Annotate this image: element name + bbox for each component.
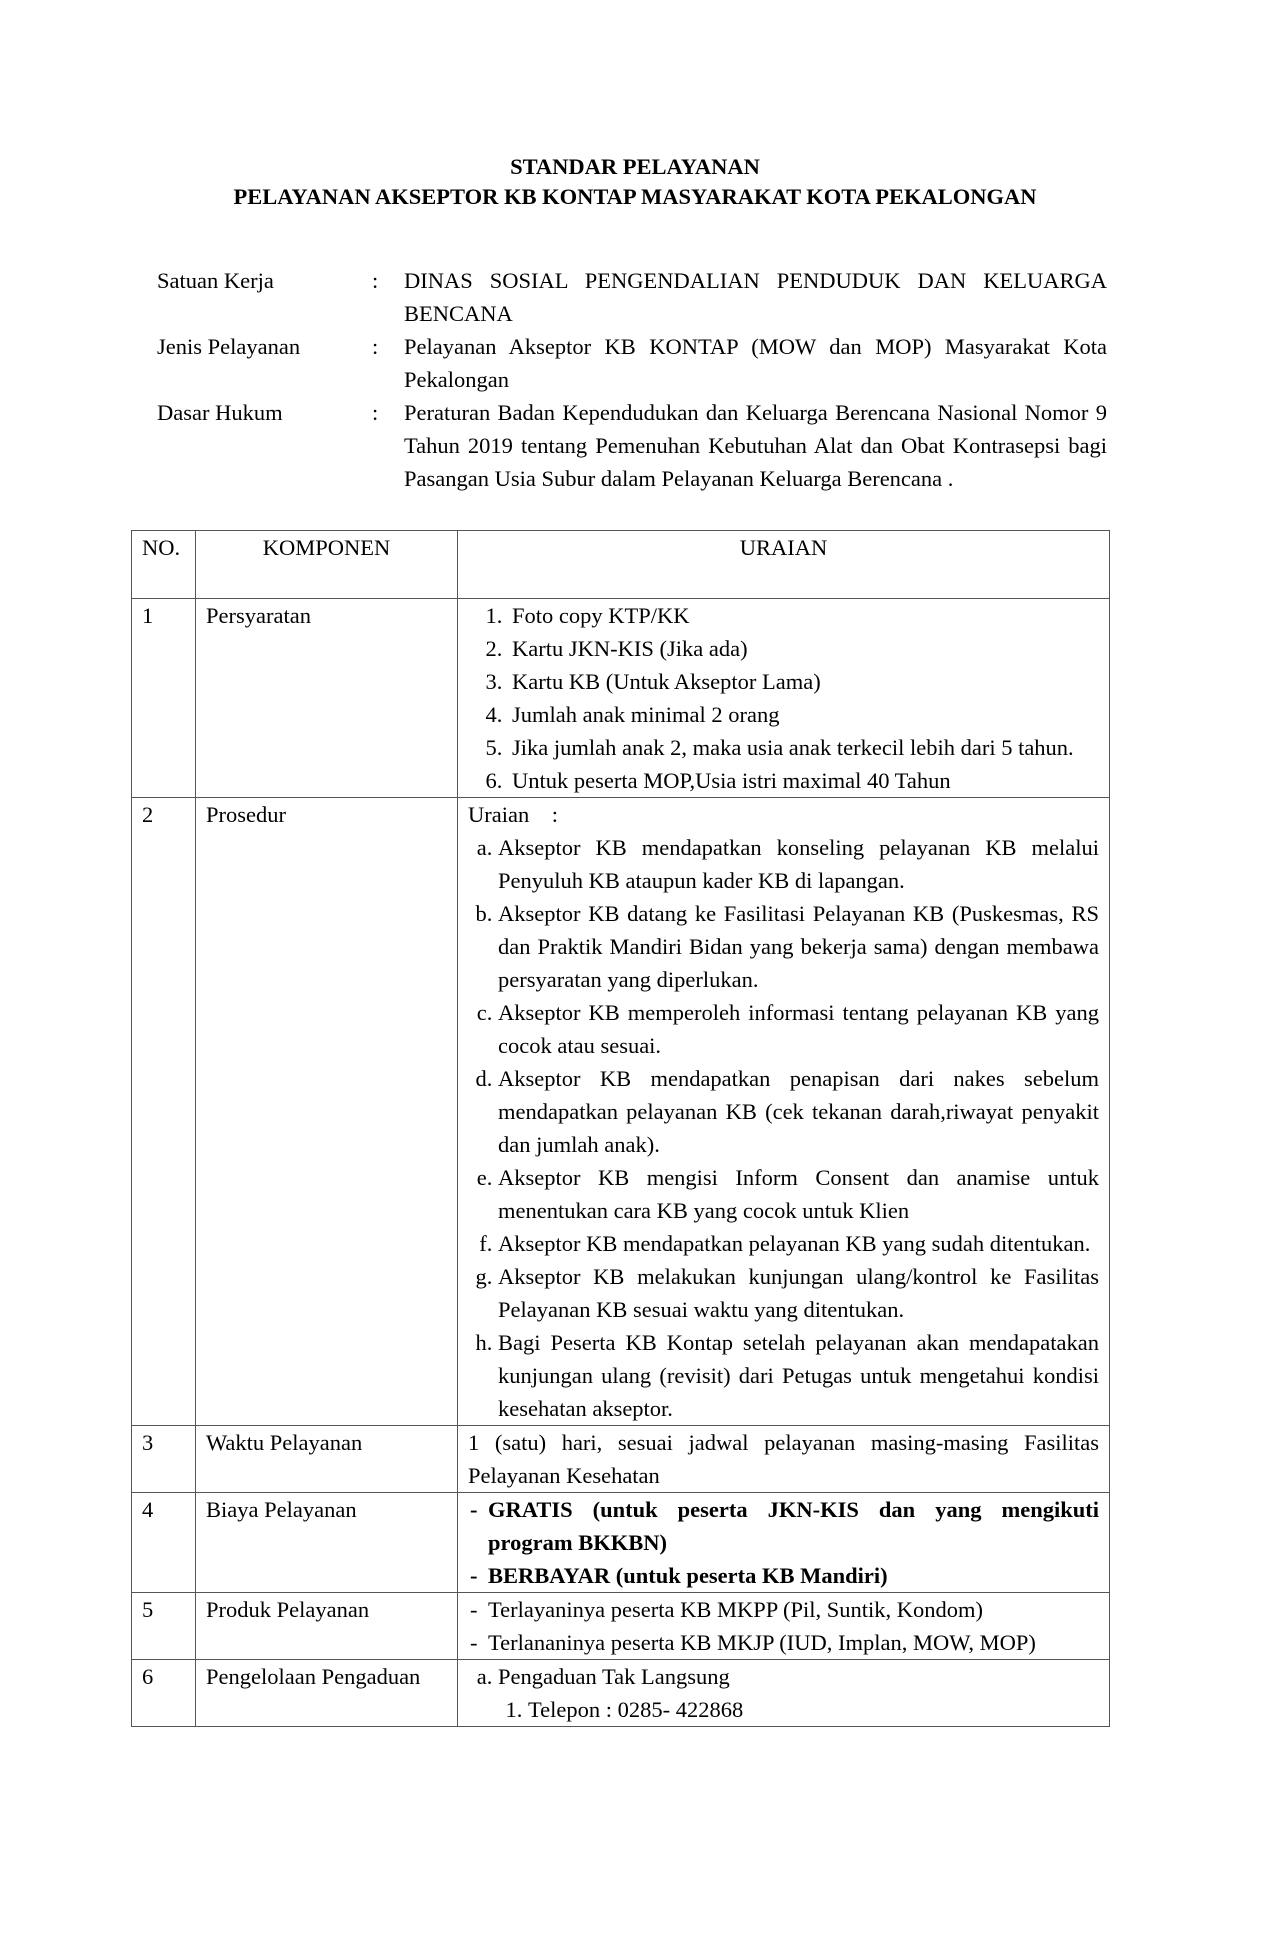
cost-list xyxy=(468,1493,1099,1592)
list-item: 2. Kartu JKN-KIS (Jika ada) xyxy=(508,632,1099,665)
list-item: 4. Jumlah anak minimal 2 orang xyxy=(508,698,1099,731)
meta-label: Satuan Kerja xyxy=(157,268,274,293)
row-component: Prosedur xyxy=(196,798,458,1426)
row-number: 1 xyxy=(132,599,196,798)
row-component: Pengelolaan Pengaduan xyxy=(196,1660,458,1727)
table-row xyxy=(132,1493,1110,1593)
table-row xyxy=(132,599,1110,798)
row-description xyxy=(458,599,1110,798)
list-item: 5. Jika jumlah anak 2, maka usia anak terkecil lebih dari 5 tahun. xyxy=(508,731,1099,764)
header-uraian: URAIAN xyxy=(458,531,1110,599)
meta-colon: : xyxy=(372,334,379,359)
service-standard-table xyxy=(131,530,1110,1727)
row-component: Persyaratan xyxy=(196,599,458,798)
complaint-sublist xyxy=(498,1693,1099,1726)
table-row xyxy=(132,1660,1110,1727)
list-item: 1. Foto copy KTP/KK xyxy=(508,599,1099,632)
list-item: - BERBAYAR (untuk peserta KB Mandiri) xyxy=(468,1559,1099,1592)
meta-value: Peraturan Badan Kependudukan dan Keluarga Berencana Nasional Nomor 9 Tahun 2019 tentang Pemenuhan Kebutuhan Alat dan Obat Kontrasepsi bagi Pasangan Usia Subur dalam Pelayanan Keluarga Berencana . xyxy=(404,400,1107,491)
list-item: b. Akseptor KB datang ke Fasilitasi Pelayanan KB (Puskesmas, RS dan Praktik Mandiri Bidan yang bekerja sama) dengan membawa persyaratan yang diperlukan. xyxy=(498,897,1099,996)
document-title: STANDAR PELAYANAN xyxy=(510,154,760,179)
table-row xyxy=(132,1593,1110,1660)
list-item: f. Akseptor KB mendapatkan pelayanan KB yang sudah ditentukan. xyxy=(498,1227,1099,1260)
meta-colon: : xyxy=(372,400,379,425)
table-row xyxy=(132,798,1110,1426)
table-header-row xyxy=(132,531,1110,599)
list-item: - Terlayaninya peserta KB MKPP (Pil, Suntik, Kondom) xyxy=(468,1593,1099,1626)
meta-value: DINAS SOSIAL PENGENDALIAN PENDUDUK DAN KELUARGA BENCANA xyxy=(404,268,1107,326)
header-no: NO. xyxy=(132,531,196,599)
row-number: 2 xyxy=(132,798,196,1426)
row-component: Biaya Pelayanan xyxy=(196,1493,458,1593)
row-description: 1 (satu) hari, sesuai jadwal pelayanan masing-masing Fasilitas Pelayanan Kesehatan xyxy=(458,1426,1110,1493)
product-list xyxy=(468,1593,1099,1659)
list-item: 1. Telepon : 0285- 422868 xyxy=(528,1693,1099,1726)
row-description xyxy=(458,1660,1110,1727)
list-item: 6. Untuk peserta MOP,Usia istri maximal 40 Tahun xyxy=(508,764,1099,797)
row-number: 6 xyxy=(132,1660,196,1727)
meta-colon: : xyxy=(372,268,379,293)
list-item: e. Akseptor KB mengisi Inform Consent dan anamise untuk menentukan cara KB yang cocok untuk Klien xyxy=(498,1161,1099,1227)
complaint-item-label: Pengaduan Tak Langsung xyxy=(498,1664,730,1689)
procedure-list xyxy=(468,831,1099,1425)
meta-label: Dasar Hukum xyxy=(157,400,283,425)
list-item xyxy=(498,1660,1099,1726)
requirements-list xyxy=(468,599,1099,797)
list-item: 3. Kartu KB (Untuk Akseptor Lama) xyxy=(508,665,1099,698)
row-component: Waktu Pelayanan xyxy=(196,1426,458,1493)
list-item: - GRATIS (untuk peserta JKN-KIS dan yang mengikuti program BKKBN) xyxy=(468,1493,1099,1559)
header-komponen: KOMPONEN xyxy=(196,531,458,599)
row-component: Produk Pelayanan xyxy=(196,1593,458,1660)
complaint-list xyxy=(468,1660,1099,1726)
meta-label: Jenis Pelayanan xyxy=(157,334,301,359)
row-description xyxy=(458,1493,1110,1593)
meta-value: Pelayanan Akseptor KB KONTAP (MOW dan MOP) Masyarakat Kota Pekalongan xyxy=(404,334,1107,392)
table-row xyxy=(132,1426,1110,1493)
row-number: 3 xyxy=(132,1426,196,1493)
procedure-intro: Uraian : xyxy=(468,802,558,827)
list-item: g. Akseptor KB melakukan kunjungan ulang/kontrol ke Fasilitas Pelayanan KB sesuai waktu yang ditentukan. xyxy=(498,1260,1099,1326)
document-subtitle: PELAYANAN AKSEPTOR KB KONTAP MASYARAKAT KOTA PEKALONGAN xyxy=(233,184,1037,209)
row-description xyxy=(458,798,1110,1426)
list-item: - Terlananinya peserta KB MKJP (IUD, Implan, MOW, MOP) xyxy=(468,1626,1099,1659)
list-item: h. Bagi Peserta KB Kontap setelah pelayanan akan mendapatakan kunjungan ulang (revisit) dari Petugas untuk mengetahui kondisi kesehatan akseptor. xyxy=(498,1326,1099,1425)
row-description xyxy=(458,1593,1110,1660)
list-item: c. Akseptor KB memperoleh informasi tentang pelayanan KB yang cocok atau sesuai. xyxy=(498,996,1099,1062)
row-number: 4 xyxy=(132,1493,196,1593)
row-number: 5 xyxy=(132,1593,196,1660)
list-item: d. Akseptor KB mendapatkan penapisan dari nakes sebelum mendapatkan pelayanan KB (cek tekanan darah,riwayat penyakit dan jumlah anak). xyxy=(498,1062,1099,1161)
list-item: a. Akseptor KB mendapatkan konseling pelayanan KB melalui Penyuluh KB ataupun kader KB di lapangan. xyxy=(498,831,1099,897)
